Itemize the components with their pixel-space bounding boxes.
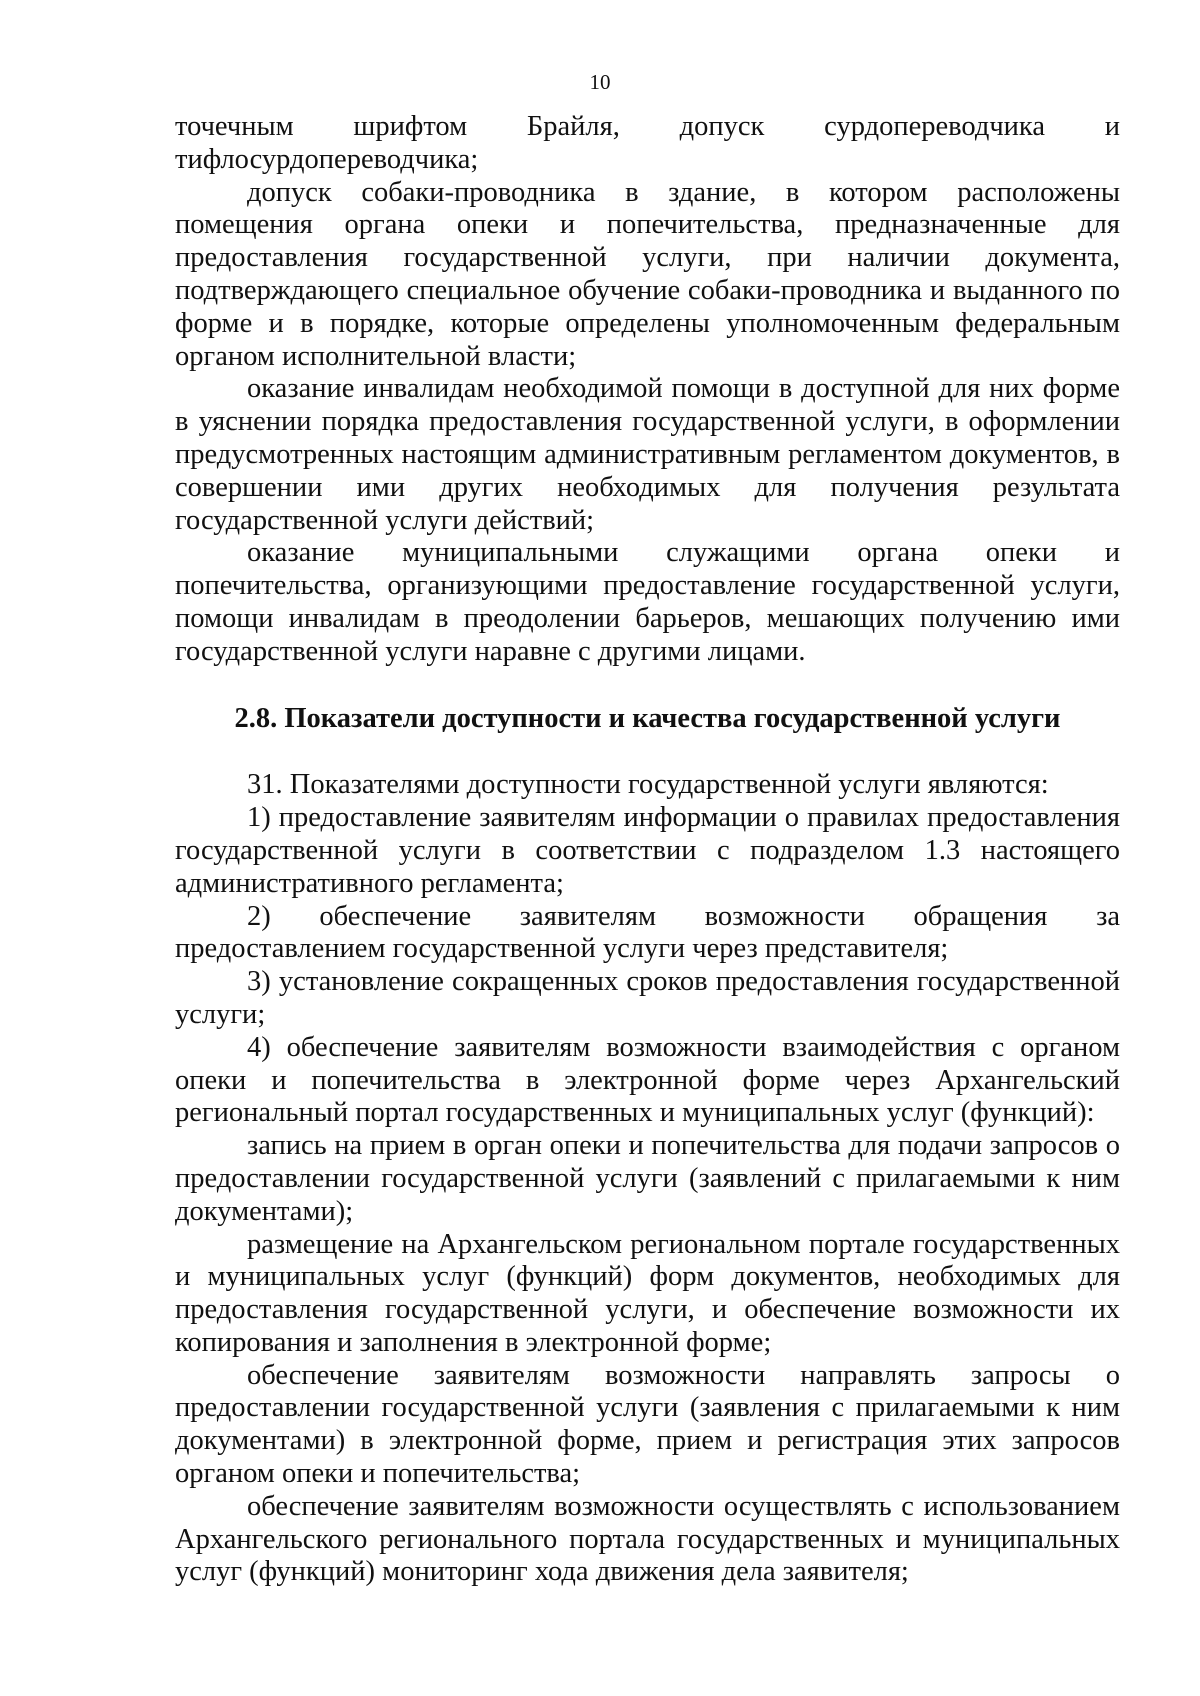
subitem-appointment: запись на прием в орган опеки и попечительства для подачи запросов о предоставлении государственной услуги (заявлений с прилагаемыми к ним документами); <box>175 1130 1120 1227</box>
paragraph-assistance-form: оказание инвалидам необходимой помощи в доступной для них форме в уяснении порядка предоставления государственной услуги, в оформлении предусмотренных настоящим административным регламентом документов, в совершении ими других необходимых для получения результата государственной услуги действий; <box>175 373 1120 536</box>
list-item-1: 1) предоставление заявителям информации о правилах предоставления государственной услуги в соответствии с подразделом 1.3 настоящего административного регламента; <box>175 802 1120 899</box>
paragraph-guide-dog-access: допуск собаки-проводника в здание, в котором расположены помещения органа опеки и попечительства, предназначенные для предоставления государственной услуги, при наличии документа, подтверждающего специальное обучение собаки-проводника и выданного по форме и в порядке, которые определены уполномоченным федеральным органом исполнительной власти; <box>175 176 1120 372</box>
section-heading: 2.8. Показатели доступности и качества государственной услуги <box>234 702 1061 734</box>
list-item-3: 3) установление сокращенных сроков предоставления государственной услуги; <box>175 966 1120 1030</box>
subitem-electronic-requests: обеспечение заявителям возможности направлять запросы о предоставлении государственной услуги (заявления с прилагаемыми к ним документами) в электронной форме, прием и регистрация этих запросов органом опеки и попечительства; <box>175 1359 1120 1490</box>
subitem-forms-placement: размещение на Архангельском региональном портале государственных и муниципальных услуг (функций) форм документов, необходимых для предоставления государственной услуги, и обеспечение возможности их копирования и заполнения в электронной форме; <box>175 1228 1120 1358</box>
paragraph-barrier-assistance: оказание муниципальными служащими органа опеки и попечительства, организующими предоставление государственной услуги, помощи инвалидам в преодолении барьеров, мешающих получению ими государственной услуги наравне с другими лицами. <box>175 537 1120 667</box>
page-number: 10 <box>589 70 611 94</box>
paragraph-continuation: точечным шрифтом Брайля, допуск сурдопереводчика и тифлосурдопереводчика; <box>175 111 1120 175</box>
list-item-2: 2) обеспечение заявителям возможности обращения за предоставлением государственной услуги через представителя; <box>175 900 1120 965</box>
document-body <box>175 111 1120 1589</box>
list-item-4: 4) обеспечение заявителям возможности взаимодействия с органом опеки и попечительства в электронной форме через Архангельский региональный портал государственных и муниципальных услуг (функций): <box>175 1031 1120 1129</box>
paragraph-item-31: 31. Показателями доступности государственной услуги являются: <box>247 769 1049 801</box>
subitem-monitoring: обеспечение заявителям возможности осуществлять с использованием Архангельского регионального портала государственных и муниципальных услуг (функций) мониторинг хода движения дела заявителя; <box>175 1490 1120 1588</box>
